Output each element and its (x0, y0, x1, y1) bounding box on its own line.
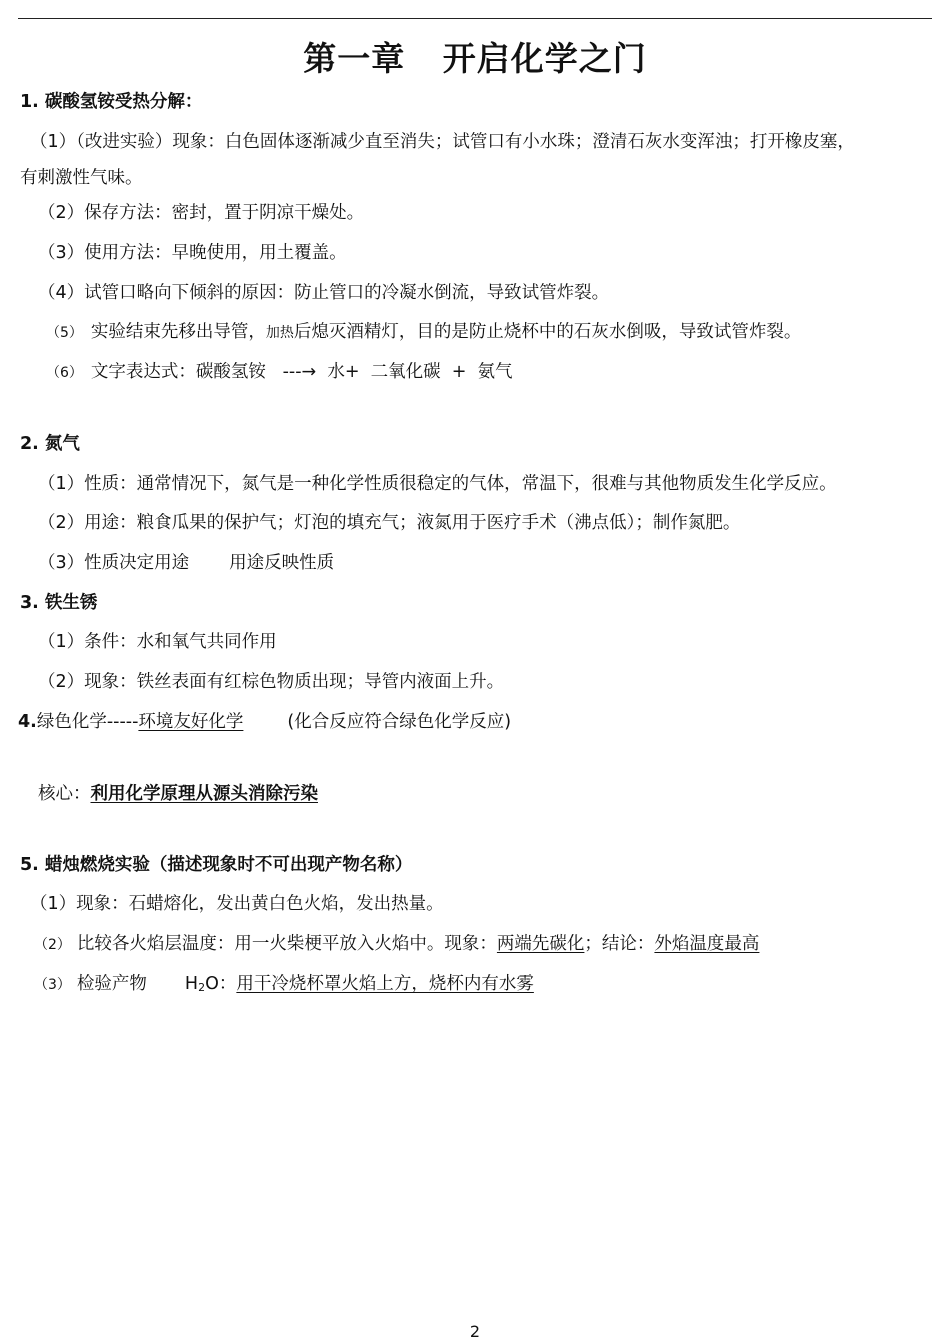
s5-item-3-text-a: 检验产物 (76, 974, 147, 994)
s1-item-3: （3）使用方法：早晚使用，用土覆盖。 (38, 243, 347, 263)
s1-item-6-text: 文字表达式：碳酸氢铵 ---→ 水+ 二氧化碳 + 氨气 (90, 362, 513, 382)
s5-item-3-number: （3） (34, 977, 71, 993)
section-5-heading: 5. 蜡烛燃烧实验（描述现象时不可出现产物名称） (20, 855, 413, 875)
s5-item-3 (34, 972, 534, 1000)
s1-item-2: （2）保存方法：密封，置于阴凉干燥处。 (38, 203, 365, 223)
s2-item-1: （1）性质：通常情况下，氮气是一种化学性质很稳定的气体，常温下，很难与其他物质发生化学反应。 (38, 474, 837, 494)
top-rule (18, 18, 932, 19)
s5-item-2-text-a: 比较各火焰层温度：用一火柴梗平放入火焰中。现象： (76, 934, 497, 954)
core-text: 利用化学原理从源头消除污染 (90, 784, 318, 804)
section-3-heading: 3. 铁生锈 (20, 593, 98, 613)
s1-item-5-heat: 加热 (265, 325, 294, 341)
h2o-o: O： (205, 974, 237, 994)
s5-item-2-observation: 两端先碳化 (496, 934, 585, 954)
s1-item-5-number: （5） (46, 325, 83, 341)
s5-item-2 (34, 932, 759, 957)
page-number: 2 (469, 1322, 481, 1341)
section-4-line (18, 710, 511, 734)
h2o-h: H (184, 974, 199, 994)
h2o-subscript: 2 (198, 981, 206, 994)
section-4-underlined: 环境友好化学 (138, 712, 244, 732)
s1-item-1-line-1: （1）（改进实验）现象：白色固体逐渐减少直至消失；试管口有小水珠；澄清石灰水变浑浊；打开橡皮塞， (30, 132, 855, 152)
s2-item-3-text-b: 用途反映性质 (229, 553, 335, 573)
s2-item-2: （2）用途：粮食瓜果的保护气；灯泡的填充气；液氮用于医疗手术（沸点低）；制作氮肥。 (38, 513, 741, 533)
s5-item-2-conclusion: 外焰温度最高 (654, 934, 760, 954)
page-title: 第一章 开启化学之门 (303, 39, 647, 78)
s3-item-2: （2）现象：铁丝表面有红棕色物质出现；导管内液面上升。 (38, 672, 505, 692)
core-label: 核心： (38, 784, 91, 804)
s3-item-1: （1）条件：水和氧气共同作用 (38, 632, 277, 652)
section-1-heading: 1. 碳酸氢铵受热分解： (20, 92, 203, 112)
s1-item-5-text-b: 后熄灭酒精灯，目的是防止烧杯中的石灰水倒吸，导致试管炸裂。 (293, 322, 802, 342)
s2-item-3-text-a: （3）性质决定用途 (38, 553, 190, 573)
section-4-number: 4. (18, 712, 37, 732)
s5-item-2-number: （2） (34, 937, 71, 953)
section-4-note: (化合反应符合绿色化学反应) (287, 712, 512, 732)
s5-item-1: （1）现象：石蜡熔化，发出黄白色火焰，发出热量。 (30, 894, 444, 914)
section-2-heading: 2. 氮气 (20, 434, 80, 454)
s2-item-3 (38, 551, 334, 575)
s1-item-1-line-2: 有刺激性气味。 (20, 168, 143, 188)
s1-item-6-number: （6） (46, 365, 83, 381)
section-4-text: 绿色化学----- (36, 712, 139, 732)
s5-item-3-method: 用干冷烧杯罩火焰上方，烧杯内有水雾 (236, 974, 534, 994)
s1-item-5 (46, 320, 801, 345)
s1-item-4: （4）试管口略向下倾斜的原因：防止管口的冷凝水倒流，导致试管炸裂。 (38, 283, 610, 303)
s5-item-2-text-b: ；结论： (584, 934, 655, 954)
s1-item-5-text-a: 实验结束先移出导管， (90, 322, 266, 342)
s1-item-6 (46, 360, 513, 385)
section-4-core (38, 782, 318, 806)
